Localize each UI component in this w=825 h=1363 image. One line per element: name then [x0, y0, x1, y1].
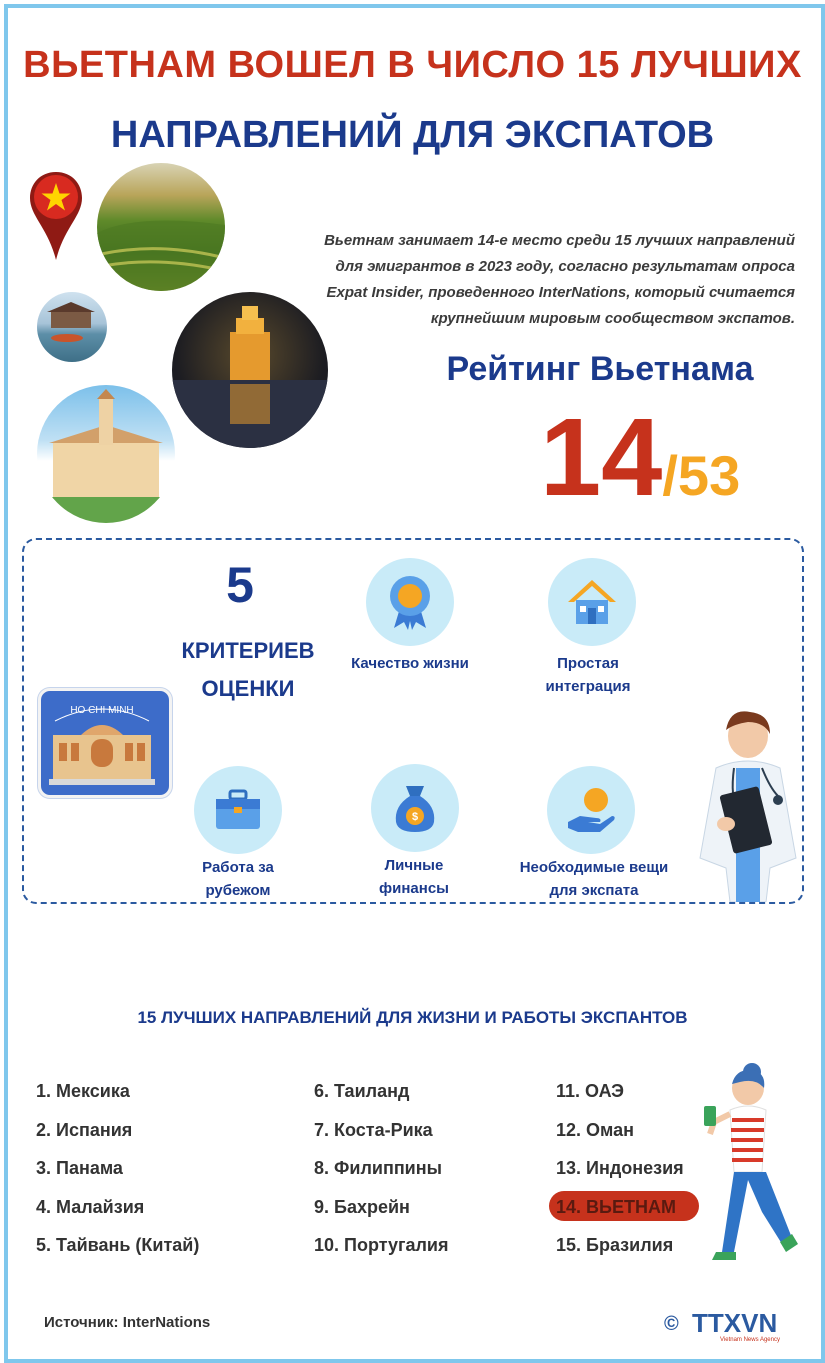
money-bag-icon [392, 782, 438, 834]
criterion-label-line: интеграция [545, 678, 631, 695]
list-item: 7. Коста-Рика [314, 1120, 433, 1140]
criterion-label-line: Простая [557, 655, 619, 672]
criterion-label-line: рубежом [205, 882, 271, 899]
boat-temple-photo [37, 292, 107, 362]
logo-subtitle: Vietnam News Agency [720, 1337, 780, 1343]
intro-line: Expat Insider, проведенного InterNations, который считается [326, 284, 795, 301]
easy-integration-label [508, 652, 668, 698]
medal-icon [386, 574, 434, 630]
rating-rank: 14 [540, 396, 663, 519]
list-item: 3. Панама [36, 1158, 123, 1178]
woman-illustration [700, 1062, 808, 1274]
house-icon [566, 578, 618, 626]
top15-title: 15 ЛУЧШИХ НАПРАВЛЕНИЙ ДЛЯ ЖИЗНИ И РАБОТЫ ЭКСПАНТОВ [137, 1008, 688, 1027]
intro-line: Вьетнам занимает 14-е место среди 15 лучших направлений [324, 232, 795, 249]
logo-text: TTXVN [692, 1308, 778, 1338]
doctor-illustration [680, 708, 814, 902]
quality-of-life-label [330, 652, 490, 675]
list-item: 5. Тайвань (Китай) [36, 1235, 200, 1255]
expat-essentials-icon-circle [547, 766, 635, 854]
rating-value [540, 394, 740, 521]
criteria-heading-line: ОЦЕНКИ [201, 676, 295, 701]
title-line-2: НАПРАВЛЕНИЙ ДЛЯ ЭКСПАТОВ [110, 114, 715, 156]
criterion-label-line: Необходимые вещи [519, 859, 669, 876]
list-item: 12. Оман [556, 1120, 634, 1140]
rating-total: /53 [662, 444, 741, 507]
criterion-label-line: финансы [379, 880, 449, 897]
list-item: 6. Таиланд [314, 1081, 410, 1101]
hcm-sign-text: HO CHI MINH [70, 705, 134, 716]
criteria-heading-line: КРИТЕРИЕВ [181, 638, 315, 663]
personal-finance-icon-circle [371, 764, 459, 852]
personal-finance-label [334, 854, 494, 900]
easy-integration-icon-circle [548, 558, 636, 646]
intro-text [285, 228, 795, 332]
title-line-1: ВЬЕТНАМ ВОШЕЛ В ЧИСЛО 15 ЛУЧШИХ [23, 44, 802, 86]
ho-chi-minh-theatre-illustration [38, 688, 172, 798]
list-item: 11. ОАЭ [556, 1081, 624, 1101]
work-abroad-icon-circle [194, 766, 282, 854]
rice-terrace-photo [97, 163, 225, 291]
list-item: 13. Индонезия [556, 1158, 684, 1178]
list-item: 2. Испания [36, 1120, 133, 1140]
list-item: 4. Малайзия [36, 1197, 145, 1217]
list-item: 1. Мексика [36, 1081, 130, 1101]
vietnam-flag-pin-icon [28, 170, 84, 262]
source-credit: Источник: InterNations [44, 1314, 211, 1331]
ttxvn-logo [662, 1304, 794, 1344]
hand-coin-icon [566, 786, 616, 834]
criteria-heading [148, 632, 348, 708]
criterion-label-line: Личные [384, 857, 444, 874]
criteria-count: 5 [226, 557, 254, 613]
expat-essentials-label [504, 856, 684, 902]
criterion-label-line: Качество жизни [351, 655, 469, 672]
briefcase-icon [214, 789, 262, 831]
svg-text:$: $ [411, 811, 419, 823]
list-item: 9. Бахрейн [314, 1197, 410, 1217]
list-item: 10. Португалия [314, 1235, 449, 1255]
quality-of-life-icon-circle [366, 558, 454, 646]
criterion-label-line: Работа за [202, 859, 274, 876]
rating-title: Рейтинг Вьетнама [446, 350, 754, 388]
intro-line: крупнейшим мировым сообществом экспатов. [430, 310, 795, 327]
criterion-label-line: для экспата [549, 882, 639, 899]
work-abroad-label [158, 856, 318, 902]
city-hall-photo [37, 385, 175, 523]
list-item: 8. Филиппины [314, 1158, 442, 1178]
copyright-mark: © [664, 1313, 679, 1335]
list-item-vietnam: 14. ВЬЕТНАМ [556, 1197, 676, 1217]
intro-line: для эмигрантов в 2023 году, согласно результатам опроса [335, 258, 795, 275]
list-item: 15. Бразилия [556, 1235, 674, 1255]
